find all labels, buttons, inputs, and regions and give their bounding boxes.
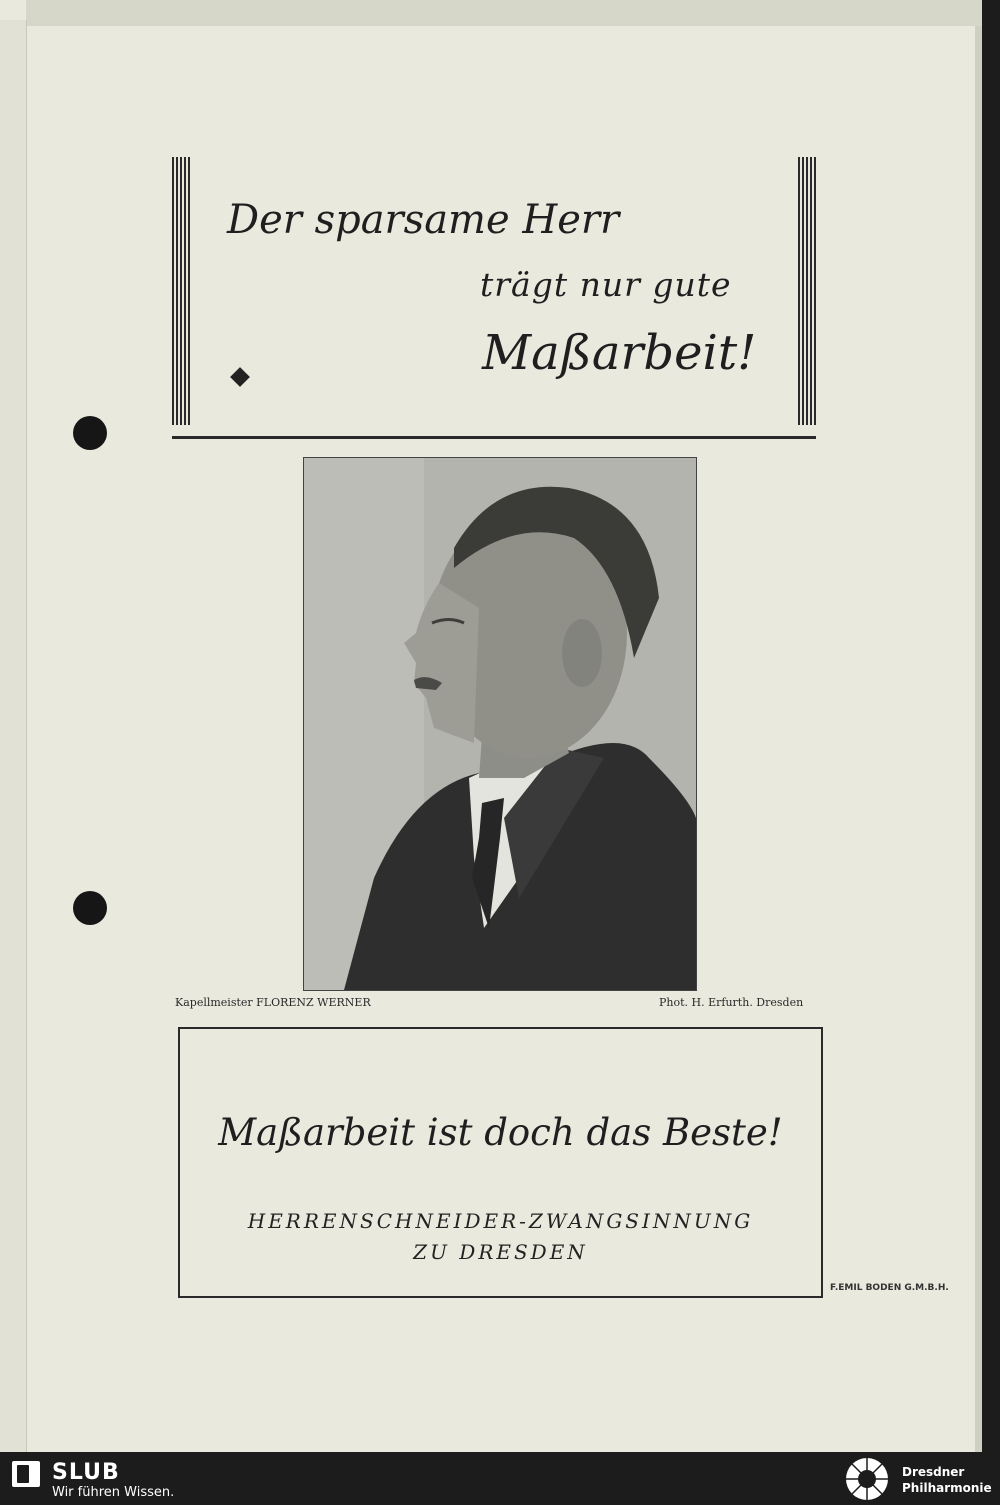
guild-name: HERRENSCHNEIDER-ZWANGSINNUNG [247, 1209, 754, 1233]
photo-caption-subject: Kapellmeister FLORENZ WERNER [175, 996, 371, 1009]
binding-strip [0, 20, 27, 1452]
advertisement-top [172, 157, 816, 440]
guild-city: ZU DRESDEN [413, 1240, 588, 1264]
photo-caption-credit: Phot. H. Erfurth. Dresden [659, 996, 804, 1009]
portrait-image [304, 458, 696, 990]
philharmonie-name-line1: Dresdner [902, 1465, 965, 1479]
ad-line-3: Maßarbeit! [482, 325, 757, 381]
page-top-edge [26, 0, 982, 26]
philharmonie-name-line2: Philharmonie [902, 1481, 992, 1495]
slub-tagline: Wir führen Wissen. [52, 1485, 175, 1500]
punch-hole-top [73, 416, 107, 450]
diamond-ornament-icon [230, 367, 250, 387]
portrait-photo [303, 457, 697, 991]
footer-bar [0, 1452, 1000, 1505]
ad-line-1: Der sparsame Herr [227, 197, 620, 243]
slub-logo-icon [12, 1461, 40, 1487]
decorative-bar-right [798, 157, 816, 425]
philharmonie-logo-icon [842, 1457, 892, 1502]
ad-line-2: trägt nur gute [480, 265, 732, 304]
decorative-bar-left [172, 157, 190, 425]
slub-name: SLUB [52, 1460, 120, 1485]
page-right-edge [975, 26, 982, 1452]
divider-rule [172, 436, 816, 439]
slogan: Maßarbeit ist doch das Beste! [218, 1111, 783, 1154]
punch-hole-bottom [73, 891, 107, 925]
advertisement-bottom [178, 1027, 823, 1298]
printer-imprint: F.EMIL BODEN G.M.B.H. [830, 1283, 949, 1293]
